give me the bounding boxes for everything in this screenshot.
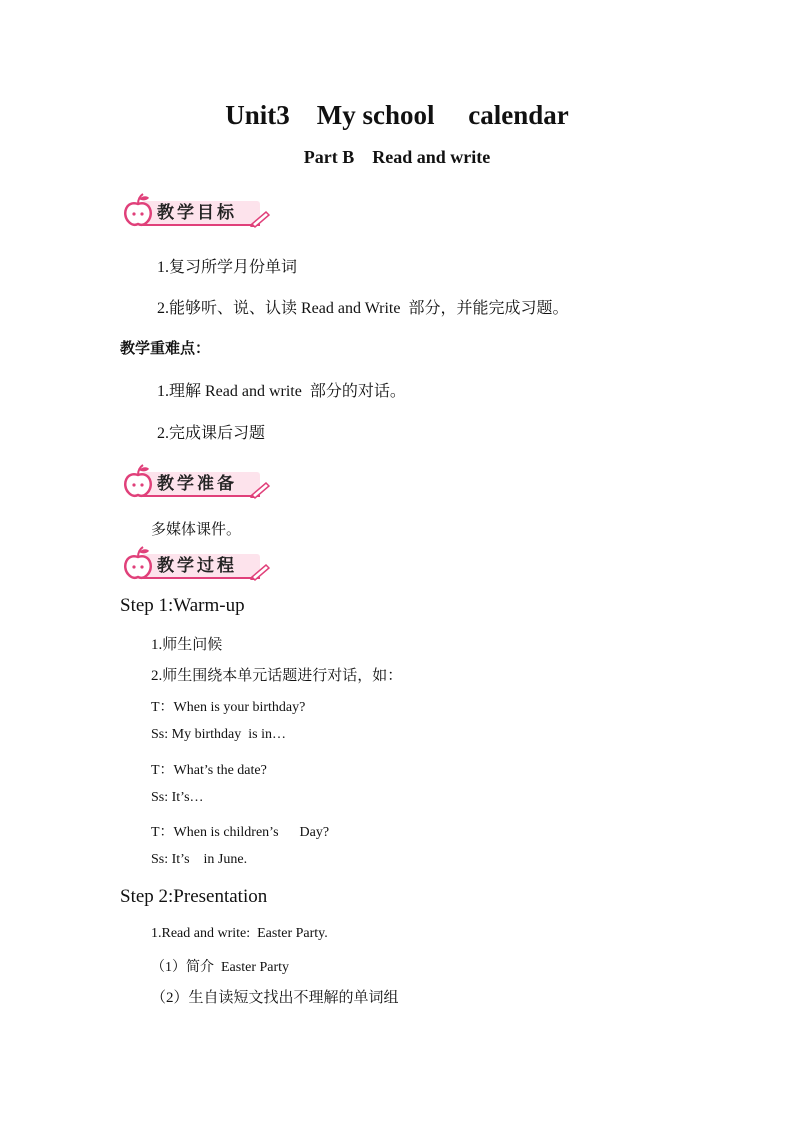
step2-line: 1.Read and write: Easter Party. [151,926,328,941]
section-label: 教学目标 [157,203,237,223]
step2-heading: Step 2:Presentation [120,886,268,907]
step1-heading: Step 1:Warm-up [120,595,245,616]
section-badge-preparation [120,463,270,501]
section-badge-objectives [120,192,270,230]
step1-line: Ss: My birthday is in… [151,727,286,742]
section-badge-process [120,545,270,583]
step1-line: T：What’s the date? [151,763,267,778]
step1-line: 1.师生问候 [151,637,223,653]
preparation-text: 多媒体课件。 [151,522,242,538]
step1-line: Ss: It’s in June. [151,852,248,867]
objective-item: 1.复习所学月份单词 [157,259,298,276]
step1-line: Ss: It’s… [151,790,204,805]
section-label: 教学过程 [157,556,237,576]
step1-line: T：When is your birthday? [151,700,306,715]
key-point-item: 1.理解 Read and write 部分的对话。 [157,383,406,400]
key-point-item: 2.完成课后习题 [157,425,266,442]
key-points-heading: 教学重难点： [120,339,211,357]
objective-item: 2.能够听、说、认读 Read and Write 部分，并能完成习题。 [157,300,569,317]
step2-line: （2）生自读短文找出不理解的单词组 [151,990,399,1006]
page-title: Unit3 My school calendar [225,100,569,130]
section-label: 教学准备 [157,474,237,494]
page-subtitle: Part B Read and write [303,147,491,167]
step1-line: 2.师生围绕本单元话题进行对话，如： [151,668,403,684]
step1-line: T：When is children’s Day? [151,825,330,840]
step2-line: （1）简介 Easter Party [151,960,290,975]
